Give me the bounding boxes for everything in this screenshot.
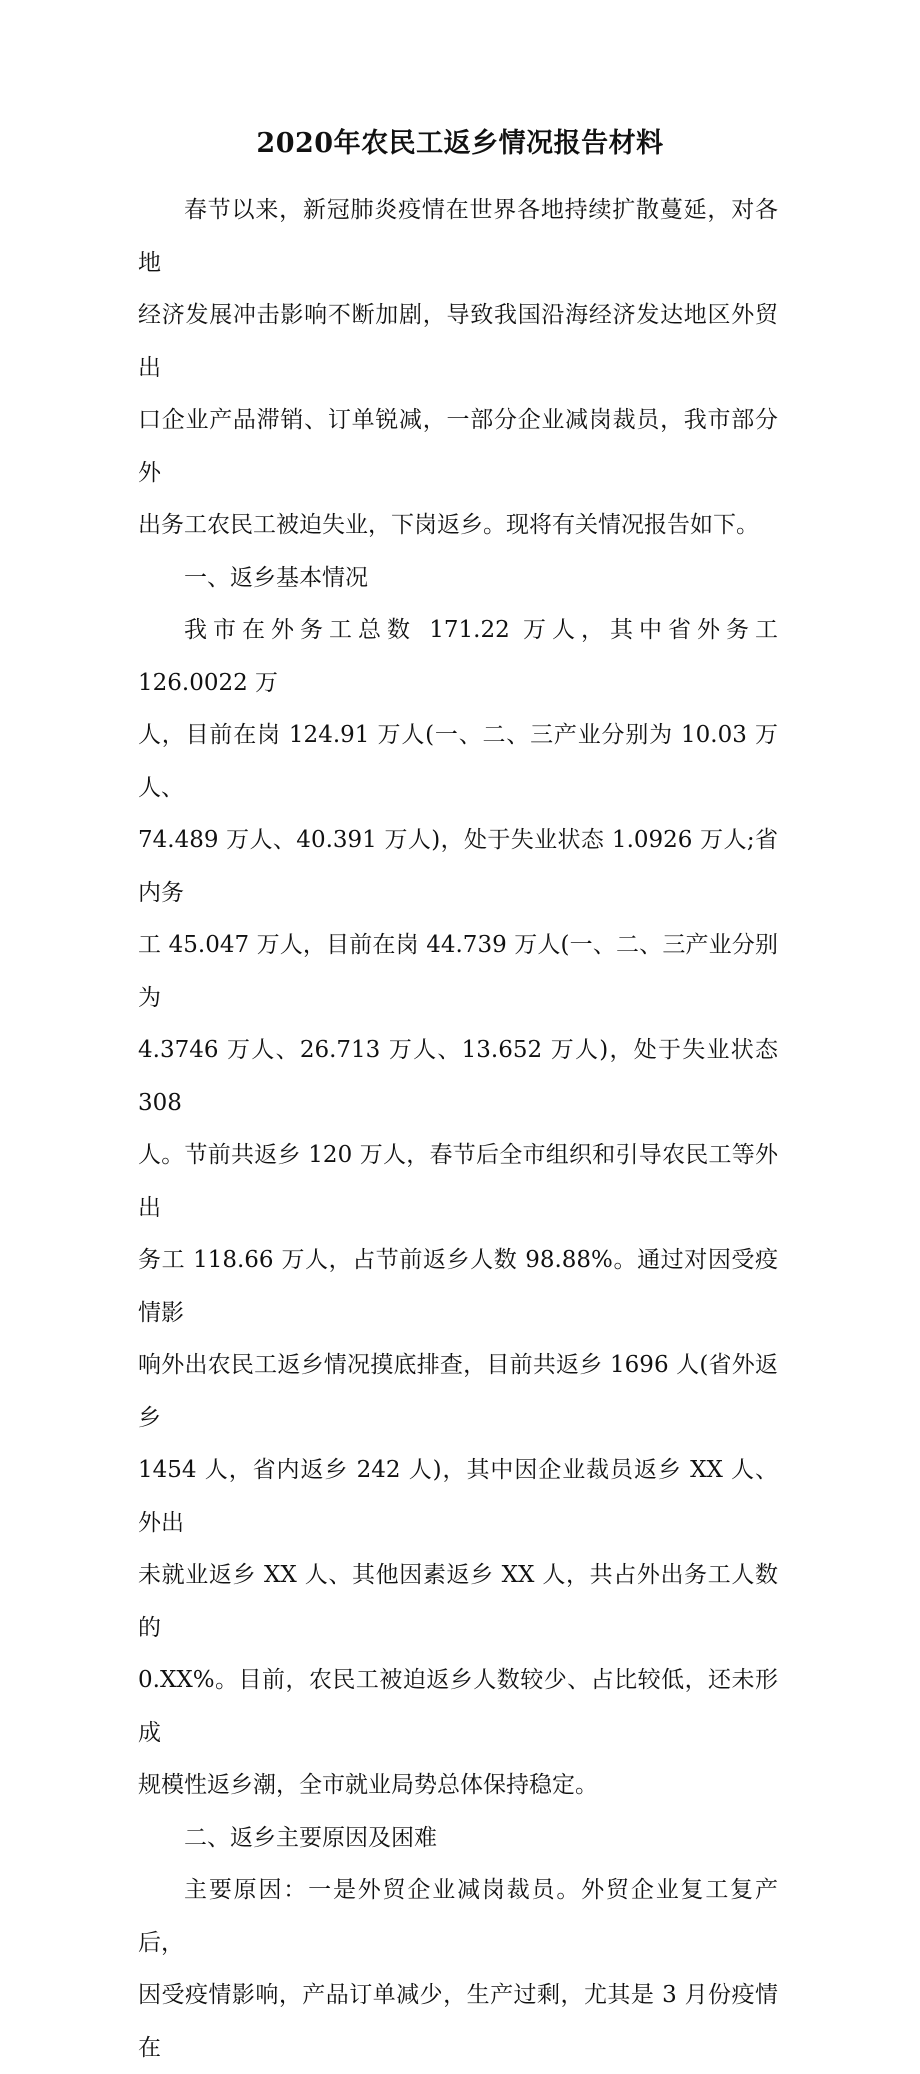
document-body xyxy=(138,184,778,2074)
section-heading-2: 二、返乡主要原因及困难 xyxy=(184,1824,437,1851)
paragraph-intro: 春节以来，新冠肺炎疫情在世界各地持续扩散蔓延，对各地 经济发展冲击影响不断加剧，导致我国沿海经济发达地区外贸出 口企业产品滞销、订单锐减，一部分企业减岗裁员，我市部分外 出务工农民工被迫失业，下岗返乡。现将有关情况报告如下。 xyxy=(138,197,778,538)
document-title: 2020年农民工返乡情况报告材料 xyxy=(256,128,664,159)
paragraph-basic-situation: 我市在外务工总数 171.22 万人，其中省外务工 126.0022 万 人，目前在岗 124.91 万人(一、二、三产业分别为 10.03 万人、 74.489 万人、40.391 万人)，处于失业状态 1.0926 万人;省内务 工 45.047 万人，目前在岗 44.739 万人(一、二、三产业分别为 4.3746 万人、26.713 万人、13.652 万人)，处于失业状态 308 人。节前共返乡 120 万人，春节后全市组织和引导农民工等外出 务工 118.66 万人，占节前返乡人数 98.88%。通过对因受疫情影 响外出农民工返乡情况摸底排查，目前共返乡 1696 人(省外返乡 1454 人，省内返乡 242 人)，其中因企业裁员返乡 XX 人、外出 未就业返乡 XX 人、其他因素返乡 XX 人，共占外出务工人数的 0.XX%。目前，农民工被迫返乡人数较少、占比较低，还未形成 规模性返乡潮，全市就业局势总体保持稳定。 xyxy=(138,617,778,1798)
section-heading-1: 一、返乡基本情况 xyxy=(184,564,368,591)
paragraph-main-reasons: 主要原因：一是外贸企业减岗裁员。外贸企业复工复产后， 因受疫情影响，产品订单减少，生产过剩，尤其是 3 月份疫情在 xyxy=(138,1877,778,2061)
